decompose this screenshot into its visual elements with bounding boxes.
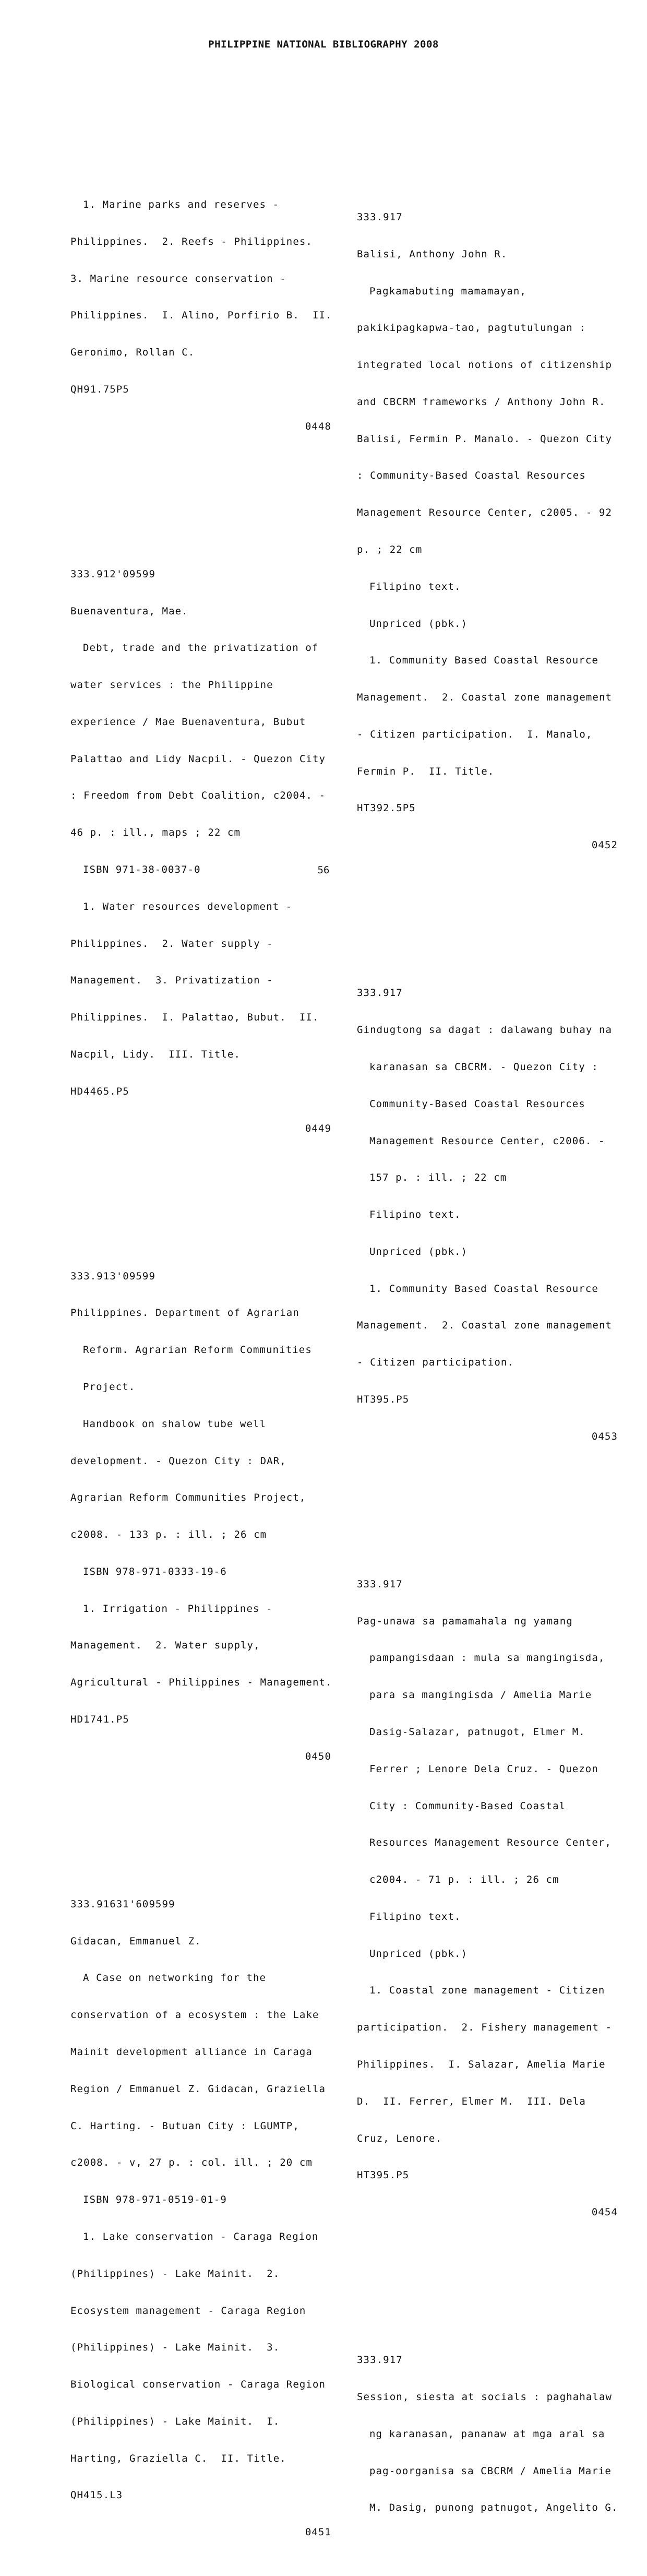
collation-line: c2008. - 133 p. : ill. ; 26 cm	[70, 1529, 267, 1541]
subject-line: 1. Lake conservation - Caraga Region	[83, 2230, 319, 2242]
title-line: Resources Management Resource Center,	[369, 1837, 612, 1849]
subject-line: Management. 2. Coastal zone management	[357, 692, 613, 704]
collation-line: 157 p. : ill. ; 22 cm	[369, 1172, 507, 1184]
entry-number: 0454	[591, 2206, 618, 2218]
classification-number: 333.913'09599	[70, 1270, 156, 1282]
subject-line: Philippines. 2. Reefs - Philippines.	[70, 235, 313, 247]
subject-line: Agricultural - Philippines - Management.	[70, 1677, 332, 1689]
subject-line: Management. 2. Coastal zone management	[357, 1320, 613, 1332]
entry-continued	[357, 2330, 618, 2539]
call-number: QH91.75P5	[70, 383, 129, 395]
price-line: Unpriced (pbk.)	[369, 1245, 468, 1257]
title-line: City : Community-Based Coastal	[369, 1800, 566, 1812]
title-line: Pag-unawa sa pamamahala ng yamang	[357, 1615, 573, 1627]
isbn-line: ISBN 978-971-0519-01-9	[83, 2194, 227, 2206]
title-line: : Freedom from Debt Coalition, c2004. -	[70, 790, 326, 802]
subject-line: Nacpil, Lidy. III. Title.	[70, 1048, 241, 1060]
subject-line: - Citizen participation.	[357, 1357, 514, 1369]
call-number: HT395.P5	[357, 2169, 410, 2181]
collation-line: c2008. - v, 27 p. : col. ill. ; 20 cm	[70, 2157, 313, 2169]
entry-0448	[70, 174, 331, 458]
subject-line: Cruz, Lenore.	[357, 2132, 442, 2144]
subject-line: (Philippines) - Lake Mainit. 2.	[70, 2268, 280, 2280]
title-line: experience / Mae Buenaventura, Bubut	[70, 716, 306, 728]
subject-line: 1. Community Based Coastal Resource	[369, 655, 598, 667]
classification-number: 333.917	[357, 987, 403, 999]
title-line: para sa mangingisda / Amelia Marie	[369, 1689, 592, 1701]
subject-line: Geronimo, Rollan C.	[70, 347, 195, 359]
call-number: HD4465.P5	[70, 1085, 129, 1097]
title-line: pampangisdaan : mula sa mangingisda,	[369, 1652, 605, 1664]
right-column	[357, 150, 618, 2551]
entry-0450	[70, 1245, 331, 1787]
title-line: C. Harting. - Butuan City : LGUMTP,	[70, 2120, 299, 2132]
subject-line: Ecosystem management - Caraga Region	[70, 2305, 306, 2317]
author-heading: Balisi, Anthony John R.	[357, 248, 508, 260]
title-line: Handbook on shalow tube well	[83, 1418, 267, 1430]
isbn-line: ISBN 971-38-0037-0	[83, 864, 201, 876]
entry-number: 0451	[305, 2526, 331, 2538]
subject-line: Biological conservation - Caraga Region	[70, 2379, 326, 2391]
author-heading: Gidacan, Emmanuel Z.	[70, 1935, 201, 1947]
title-line: and CBCRM frameworks / Anthony John R.	[357, 396, 606, 408]
subject-line: Management. 3. Privatization -	[70, 975, 273, 987]
entry-number: 0449	[305, 1122, 331, 1134]
title-line: development. - Quezon City : DAR,	[70, 1455, 286, 1467]
title-line: Palattao and Lidy Nacpil. - Quezon City	[70, 753, 326, 765]
title-line: Ferrer ; Lenore Dela Cruz. - Quezon	[369, 1763, 598, 1775]
subject-line: 1. Marine parks and reserves -	[83, 198, 280, 210]
author-heading: Reform. Agrarian Reform Communities	[83, 1344, 312, 1356]
left-column	[70, 137, 331, 2576]
entry-number: 0448	[305, 420, 331, 432]
title-line: karanasan sa CBCRM. - Quezon City :	[369, 1061, 598, 1073]
call-number: QH415.L3	[70, 2489, 123, 2501]
title-line: pag-oorganisa sa CBCRM / Amelia Marie	[369, 2465, 612, 2477]
collation-line: 46 p. : ill., maps ; 22 cm	[70, 827, 241, 839]
author-heading: Buenaventura, Mae.	[70, 605, 188, 617]
collation-line: p. ; 22 cm	[357, 544, 423, 555]
page-header: PHILIPPINE NATIONAL BIBLIOGRAPHY 2008	[208, 39, 439, 50]
title-line: water services : the Philippine	[70, 679, 273, 691]
classification-number: 333.917	[357, 1578, 403, 1590]
author-heading: Philippines. Department of Agrarian	[70, 1307, 299, 1319]
classification-number: 333.917	[357, 211, 403, 223]
title-line: A Case on networking for the	[83, 1972, 267, 1984]
price-line: Unpriced (pbk.)	[369, 1948, 468, 1960]
title-line: pakikipagkapwa-tao, pagtutulungan :	[357, 322, 586, 334]
title-line: conservation of a ecosystem : the Lake	[70, 2009, 319, 2021]
subject-line: Philippines. I. Alino, Porfirio B. II.	[70, 310, 332, 322]
subject-line: Philippines. 2. Water supply -	[70, 937, 273, 949]
price-line: Unpriced (pbk.)	[369, 618, 468, 630]
title-line: Region / Emmanuel Z. Gidacan, Graziella	[70, 2083, 326, 2095]
call-number: HT392.5P5	[357, 802, 416, 814]
author-heading: Project.	[83, 1381, 136, 1393]
subject-line: 1. Irrigation - Philippines -	[83, 1602, 273, 1615]
entry-number: 0450	[305, 1750, 331, 1762]
title-line: Mainit development alliance in Caraga	[70, 2046, 313, 2058]
title-line: Debt, trade and the privatization of	[83, 642, 319, 654]
entry-0451	[70, 1874, 331, 2563]
classification-number: 333.912'09599	[70, 568, 156, 580]
entry-0449	[70, 544, 331, 1160]
title-line: Management Resource Center, c2005. - 92	[357, 507, 613, 519]
subject-line: Management. 2. Water supply,	[70, 1640, 260, 1652]
title-line: Management Resource Center, c2006. -	[369, 1135, 605, 1147]
title-line: Dasig-Salazar, patnugot, Elmer M.	[369, 1726, 585, 1738]
entry-0454	[357, 1554, 618, 2243]
classification-number: 333.917	[357, 2354, 403, 2366]
subject-line: 1. Water resources development -	[83, 900, 293, 912]
note-line: Filipino text.	[369, 1910, 461, 1922]
subject-line: Philippines. I. Palattao, Bubut. II.	[70, 1012, 319, 1024]
subject-line: - Citizen participation. I. Manalo,	[357, 728, 593, 740]
subject-line: 1. Coastal zone management - Citizen	[369, 1985, 605, 1997]
call-number: HD1741.P5	[70, 1714, 129, 1725]
title-line: Pagkamabuting mamamayan,	[369, 285, 526, 297]
call-number: HT395.P5	[357, 1393, 410, 1405]
title-line: ng karanasan, pananaw at mga aral sa	[369, 2428, 605, 2440]
note-line: Filipino text.	[369, 580, 461, 592]
subject-line: Harting, Graziella C. II. Title.	[70, 2452, 286, 2464]
isbn-line: ISBN 978-971-0333-19-6	[83, 1565, 227, 1577]
title-line: M. Dasig, punong patnugot, Angelito G.	[369, 2502, 618, 2514]
subject-line: (Philippines) - Lake Mainit. I.	[70, 2415, 280, 2427]
title-line: Session, siesta at socials : paghahalaw	[357, 2391, 613, 2403]
entry-number: 0453	[591, 1430, 618, 1442]
page-number: 56	[317, 864, 330, 876]
title-line: Community-Based Coastal Resources	[369, 1098, 585, 1110]
subject-line: 3. Marine resource conservation -	[70, 272, 286, 284]
title-line: Agrarian Reform Communities Project,	[70, 1492, 306, 1504]
classification-number: 333.91631'609599	[70, 1898, 175, 1910]
title-line: Gindugtong sa dagat : dalawang buhay na	[357, 1024, 613, 1036]
subject-line: Philippines. I. Salazar, Amelia Marie	[357, 2059, 606, 2071]
title-line: Balisi, Fermin P. Manalo. - Quezon City	[357, 433, 613, 445]
collation-line: c2004. - 71 p. : ill. ; 26 cm	[369, 1874, 559, 1886]
entry-0453	[357, 963, 618, 1467]
subject-line: participation. 2. Fishery management -	[357, 2022, 613, 2034]
subject-line: D. II. Ferrer, Elmer M. III. Dela	[357, 2095, 586, 2107]
note-line: Filipino text.	[369, 1209, 461, 1221]
subject-line: Fermin P. II. Title.	[357, 765, 495, 777]
title-line: integrated local notions of citizenship	[357, 359, 613, 371]
subject-line: (Philippines) - Lake Mainit. 3.	[70, 2342, 280, 2354]
entry-number: 0452	[591, 839, 618, 851]
entry-0452	[357, 187, 618, 876]
title-line: : Community-Based Coastal Resources	[357, 470, 586, 482]
subject-line: 1. Community Based Coastal Resource	[369, 1283, 598, 1295]
